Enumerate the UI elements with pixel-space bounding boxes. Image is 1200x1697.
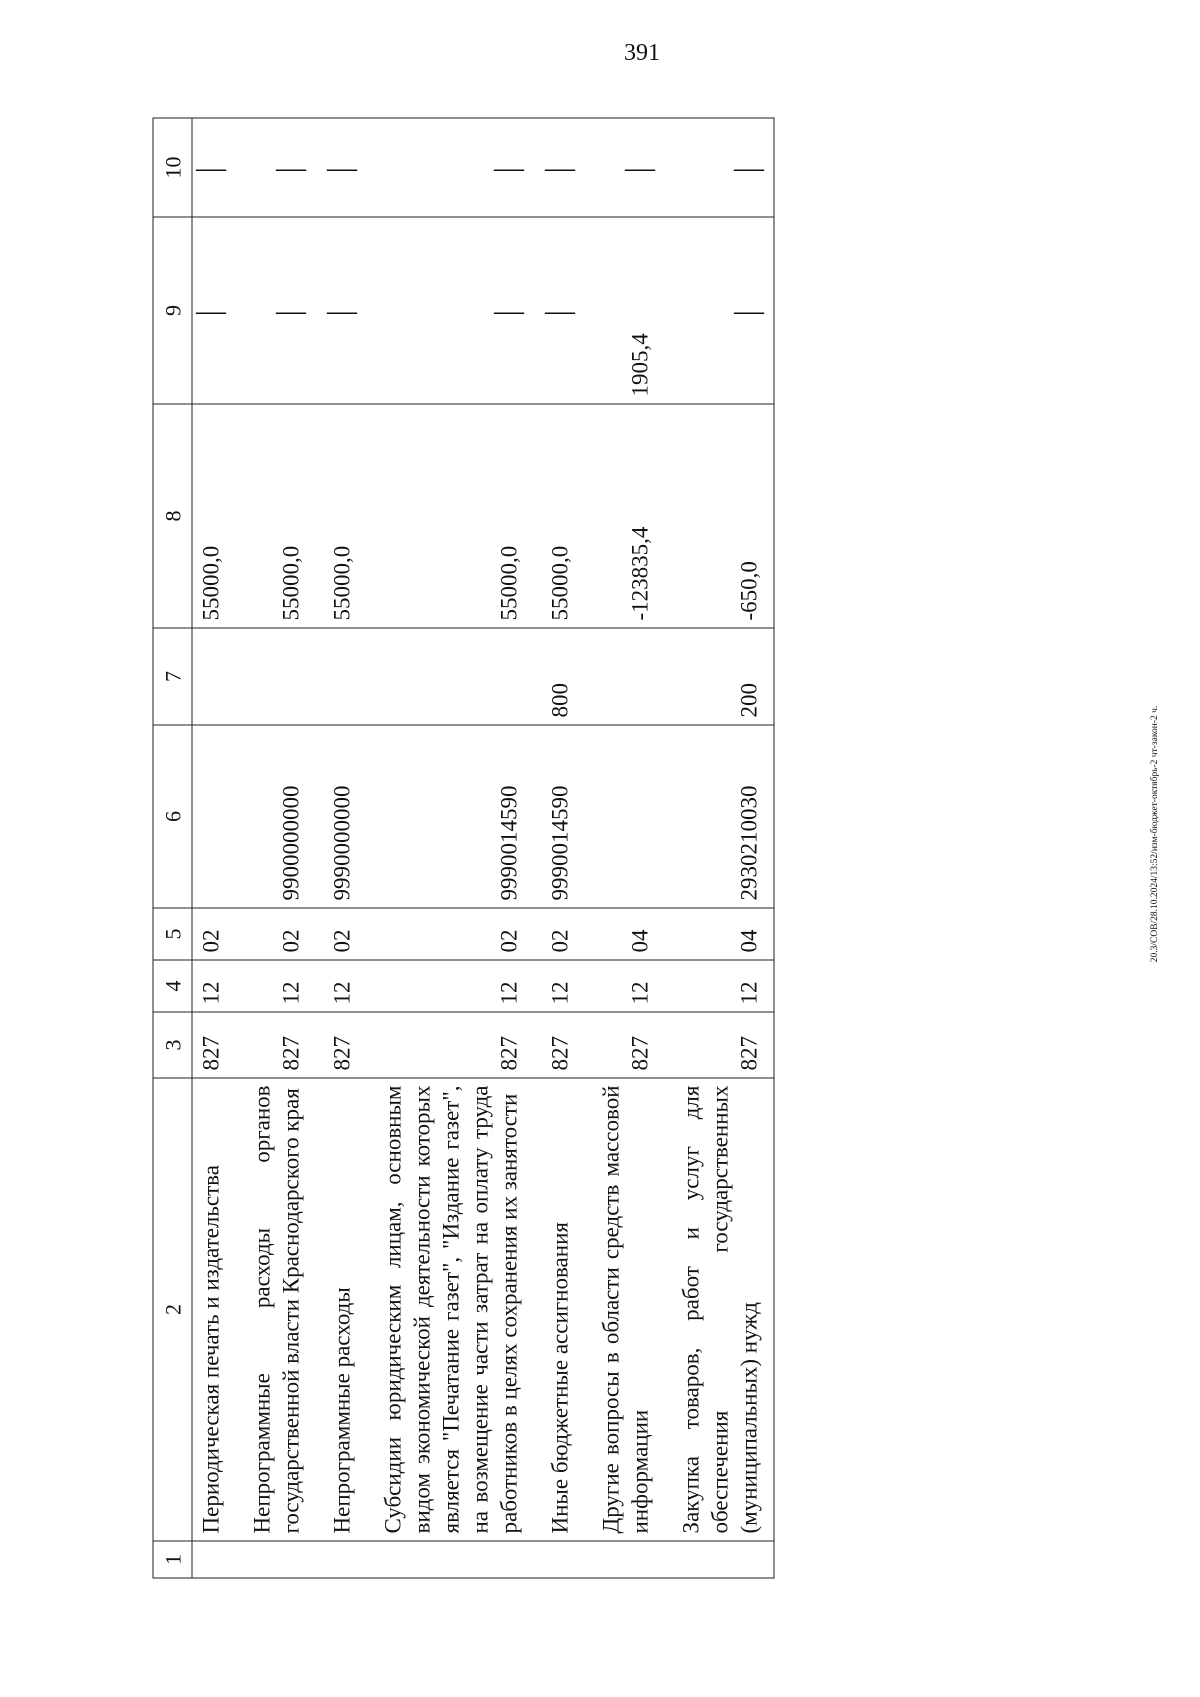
row-col9-value: —: [276, 293, 306, 327]
row-spacer: [316, 1541, 367, 1578]
header-row: [153, 118, 192, 1578]
table-row: [367, 118, 534, 1578]
budget-table-container: [153, 118, 1048, 1578]
table-header: [153, 118, 192, 1578]
row-ministry-code: 827: [236, 1012, 316, 1078]
row-col9-value: —: [545, 293, 575, 327]
row-spacer: [665, 1541, 775, 1578]
footer-note: 20.3/СОВ/28.10.2024/13:52/изм-бюджет-октябрь-2 чт-закон-2 ч.: [1150, 705, 1160, 963]
row-amount: 55000,0: [192, 404, 236, 628]
row-col9: [665, 217, 775, 404]
column-header: 5: [153, 908, 192, 960]
column-header: 2: [153, 1078, 192, 1541]
row-target-code: 9990014590: [367, 725, 534, 908]
row-target-code: 2930210030: [665, 725, 775, 908]
row-amount: 55000,0: [367, 404, 534, 628]
row-amount: 55000,0: [316, 404, 367, 628]
row-section-code: 12: [367, 960, 534, 1012]
row-expense-type: 200: [665, 628, 775, 725]
column-header: 7: [153, 628, 192, 725]
row-subsection-code: 02: [236, 908, 316, 960]
column-header: 6: [153, 725, 192, 908]
row-target-code: 9990014590: [534, 725, 585, 908]
row-col10-value: —: [276, 150, 306, 184]
row-col9: [192, 217, 236, 404]
column-header: 8: [153, 404, 192, 628]
row-ministry-code: 827: [192, 1012, 236, 1078]
row-col9-value: —: [327, 293, 357, 327]
row-subsection-code: 02: [534, 908, 585, 960]
row-col10: [665, 118, 775, 217]
row-col9: [534, 217, 585, 404]
row-spacer: [192, 1541, 236, 1578]
column-header: 1: [153, 1541, 192, 1578]
row-col9: 1905,4: [585, 217, 665, 404]
row-ministry-code: 827: [316, 1012, 367, 1078]
row-col10-value: —: [545, 150, 575, 184]
row-expense-type: 800: [534, 628, 585, 725]
row-name: Иные бюджетные ассигнования: [534, 1078, 585, 1541]
row-spacer: [585, 1541, 665, 1578]
row-amount: 55000,0: [236, 404, 316, 628]
row-subsection-code: 04: [585, 908, 665, 960]
row-section-code: 12: [585, 960, 665, 1012]
table-body: [192, 118, 774, 1578]
row-expense-type: [316, 628, 367, 725]
row-subsection-code: 02: [316, 908, 367, 960]
row-name: Непрограммные расходы органов государственной власти Краснодарского края: [236, 1078, 316, 1541]
row-col10: [585, 118, 665, 217]
row-amount: 55000,0: [534, 404, 585, 628]
row-col9-value: —: [494, 293, 524, 327]
row-col10: [192, 118, 236, 217]
table-row: [665, 118, 775, 1578]
row-col9: [236, 217, 316, 404]
row-ministry-code: 827: [665, 1012, 775, 1078]
row-target-code: [585, 725, 665, 908]
table-row: [316, 118, 367, 1578]
budget-table: [153, 117, 775, 1578]
row-ministry-code: 827: [585, 1012, 665, 1078]
row-col10: [236, 118, 316, 217]
row-amount: -650,0: [665, 404, 775, 628]
row-section-code: 12: [236, 960, 316, 1012]
row-subsection-code: 02: [192, 908, 236, 960]
table-row: [585, 118, 665, 1578]
row-subsection-code: 04: [665, 908, 775, 960]
row-expense-type: [192, 628, 236, 725]
row-name: Другие вопросы в области средств массовой информации: [585, 1078, 665, 1541]
row-spacer: [236, 1541, 316, 1578]
column-header: 3: [153, 1012, 192, 1078]
row-ministry-code: 827: [367, 1012, 534, 1078]
row-amount: -123835,4: [585, 404, 665, 628]
row-expense-type: [236, 628, 316, 725]
row-name: Закупка товаров, работ и услуг для обеспечения государственных (муниципальных) нужд: [665, 1078, 775, 1541]
row-col10-value: —: [494, 150, 524, 184]
row-subsection-code: 02: [367, 908, 534, 960]
row-target-code: [192, 725, 236, 908]
table-row: [236, 118, 316, 1578]
row-spacer: [534, 1541, 585, 1578]
row-name: Субсидии юридическим лицам, основным видом экономической деятельности которых является "Печатание газет", "Издание газет", на возмещение части затрат на оплату труда работников в целях сохранения их занятости: [367, 1078, 534, 1541]
row-section-code: 12: [534, 960, 585, 1012]
row-section-code: 12: [192, 960, 236, 1012]
row-name: Периодическая печать и издательства: [192, 1078, 236, 1541]
row-spacer: [367, 1541, 534, 1578]
row-col10-value: —: [625, 150, 655, 184]
row-col9: [316, 217, 367, 404]
row-col10: [316, 118, 367, 217]
row-section-code: 12: [316, 960, 367, 1012]
row-expense-type: [367, 628, 534, 725]
column-header: 4: [153, 960, 192, 1012]
row-target-code: 9990000000: [316, 725, 367, 908]
table-row: [192, 118, 236, 1578]
row-col10-value: —: [196, 150, 226, 184]
row-target-code: 9900000000: [236, 725, 316, 908]
row-col10: [534, 118, 585, 217]
row-ministry-code: 827: [534, 1012, 585, 1078]
column-header: 9: [153, 217, 192, 404]
table-row: [534, 118, 585, 1578]
row-col9: [367, 217, 534, 404]
page-number: 391: [624, 40, 660, 66]
column-header: 10: [153, 118, 192, 217]
row-col9-value: —: [734, 293, 764, 327]
row-col10: [367, 118, 534, 217]
row-col10-value: —: [734, 150, 764, 184]
row-col9-value: —: [196, 293, 226, 327]
row-section-code: 12: [665, 960, 775, 1012]
row-expense-type: [585, 628, 665, 725]
row-name: Непрограммные расходы: [316, 1078, 367, 1541]
row-col10-value: —: [327, 150, 357, 184]
